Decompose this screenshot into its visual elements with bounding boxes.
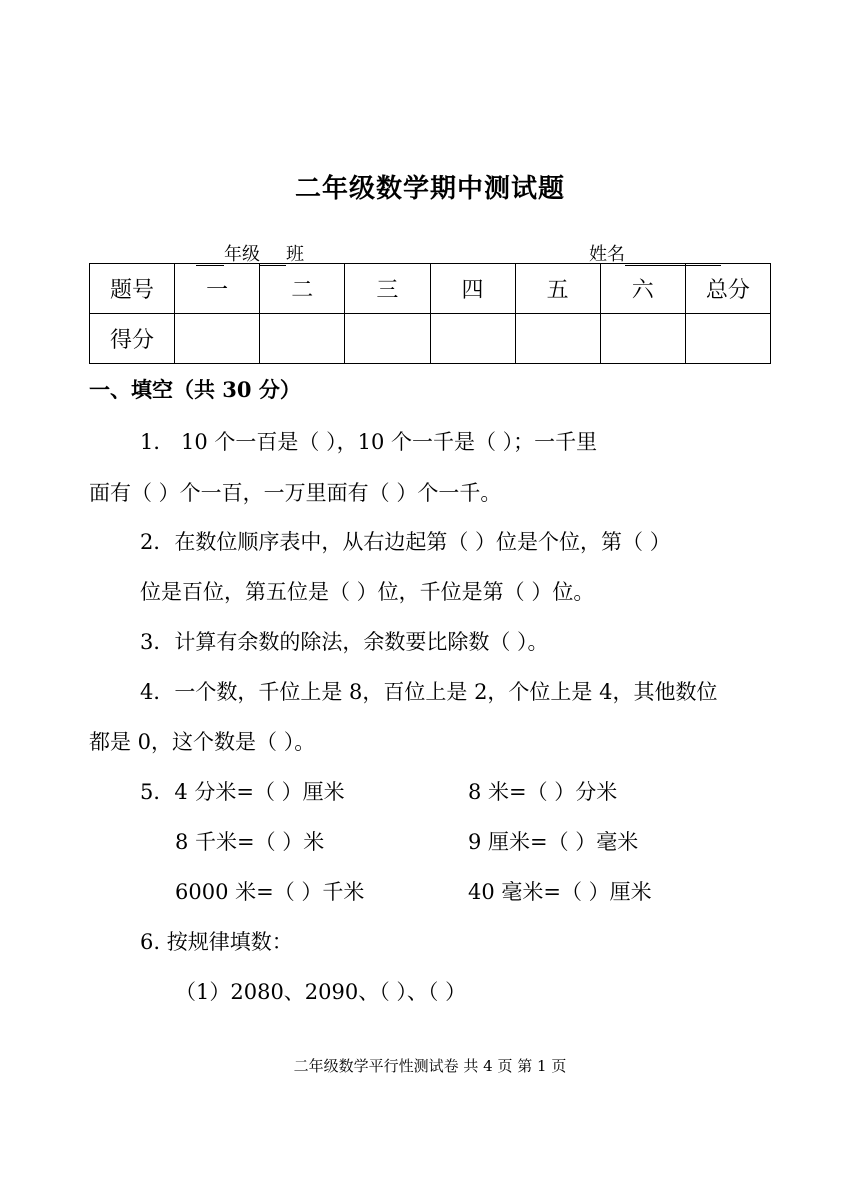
conversion-item: 5．4 分米=（ ）厘米	[140, 780, 345, 804]
conversion-item: 9 厘米=（ ）毫米	[468, 830, 639, 854]
table-cell-part-2: 二	[260, 264, 345, 314]
question-line: 位是百位，第五位是（ ）位，千位是第（ ）位。	[140, 580, 595, 604]
table-cell-part-5: 五	[515, 264, 600, 314]
question-line: 4．一个数，千位上是 8，百位上是 2，个位上是 4，其他数位	[140, 680, 718, 704]
question-line: 6. 按规律填数：	[140, 930, 293, 954]
table-cell-part-4: 四	[430, 264, 515, 314]
question-line: 都是 0，这个数是（ ）。	[89, 730, 316, 754]
question-line: 1． 10 个一百是（ ），10 个一千是（ ）；一千里	[140, 430, 598, 454]
score-input-cell[interactable]	[260, 314, 345, 364]
conversion-item: 8 千米=（ ）米	[175, 830, 325, 854]
section-heading: 一、填空（共 30 分）	[89, 377, 301, 402]
score-table-header-row	[90, 264, 771, 314]
table-cell-question-no: 题号	[90, 264, 175, 314]
page-title: 二年级数学期中测试题	[294, 174, 565, 204]
score-input-cell[interactable]	[175, 314, 260, 364]
question-line: 3．计算有余数的除法，余数要比除数（ ）。	[140, 630, 549, 654]
question-line: 2．在数位顺序表中，从右边起第（ ）位是个位，第（ ）	[140, 530, 671, 554]
table-cell-part-3: 三	[345, 264, 430, 314]
score-input-cell[interactable]	[515, 314, 600, 364]
score-input-cell[interactable]	[430, 314, 515, 364]
page-footer: 二年级数学平行性测试卷 共 4 页 第 1 页	[293, 1057, 567, 1075]
question-line: 面有（ ）个一百，一万里面有（ ）个一千。	[89, 481, 502, 505]
score-table-score-row	[90, 314, 771, 364]
score-input-cell[interactable]	[600, 314, 685, 364]
conversion-item: 8 米=（ ）分米	[468, 780, 618, 804]
table-cell-part-1: 一	[175, 264, 260, 314]
score-input-cell[interactable]	[345, 314, 430, 364]
question-line: （1）2080、2090、（ ）、（ ）	[175, 980, 467, 1004]
table-cell-part-6: 六	[600, 264, 685, 314]
score-table	[89, 263, 771, 364]
grade-label: 年级	[224, 244, 260, 265]
table-cell-total: 总分	[685, 264, 770, 314]
name-label: 姓名	[589, 244, 625, 265]
table-cell-score-label: 得分	[90, 314, 175, 364]
class-label: 班	[286, 244, 304, 265]
score-input-cell[interactable]	[685, 314, 770, 364]
conversion-item: 6000 米=（ ）千米	[175, 880, 365, 904]
conversion-item: 40 毫米=（ ）厘米	[468, 880, 652, 904]
